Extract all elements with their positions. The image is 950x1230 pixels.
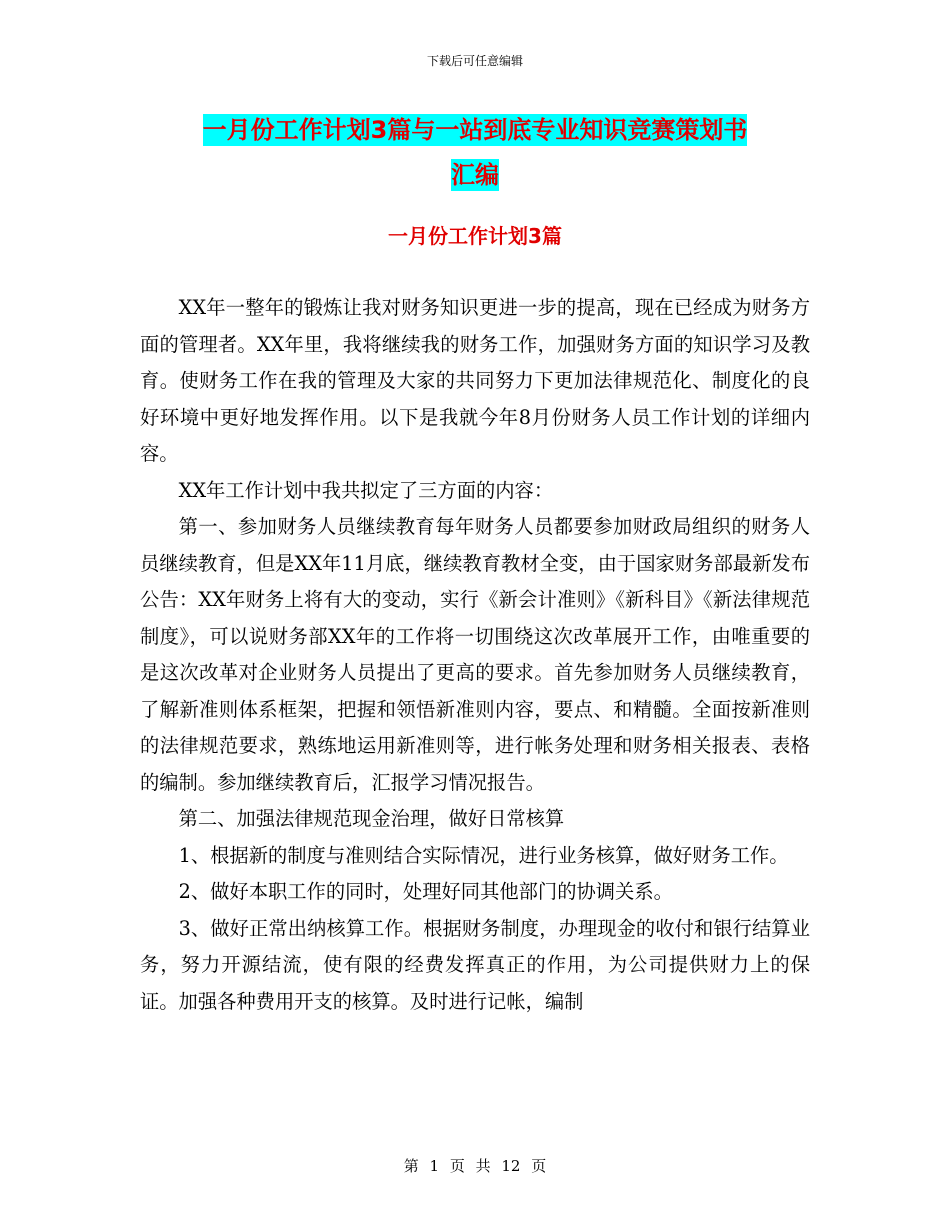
page-number: 第 1 页 共 12 页 (403, 1157, 547, 1175)
paragraph: XX年一整年的锻炼让我对财务知识更进一步的提高，现在已经成为财务方面的管理者。XX年里，我将继续我的财务工作，加强财务方面的知识学习及教育。使财务工作在我的管理及大家的共同努力下更加法律规范化、制度化的良好环境中更好地发挥作用。以下是我就今年8月份财务人员工作计划的详细内容。 (140, 296, 810, 465)
page-header-note: 下载后可任意编辑 (426, 54, 523, 68)
paragraph: 1、根据新的制度与准则结合实际情况，进行业务核算，做好财务工作。 (178, 843, 789, 867)
section-title: 一月份工作计划3篇 (388, 224, 562, 248)
paragraph: XX年工作计划中我共拟定了三方面的内容： (178, 478, 554, 502)
document-title (0, 108, 950, 198)
paragraph: 3、做好正常出纳核算工作。根据财务制度，办理现金的收付和银行结算业务，努力开源结流，使有限的经费发挥真正的作用，为公司提供财力上的保证。加强各种费用开支的核算。及时进行记帐，编制 (140, 916, 810, 1013)
paragraph: 第一、参加财务人员继续教育每年财务人员都要参加财政局组织的财务人员继续教育，但是XX年11月底，继续教育教材全变，由于国家财务部最新发布公告：XX年财务上将有大的变动，实行《新会计准则》《新科目》《新法律规范制度》，可以说财务部XX年的工作将一切围绕这次改革展开工作，由唯重要的是这次改革对企业财务人员提出了更高的要求。首先参加财务人员继续教育，了解新准则体系框架，把握和领悟新准则内容，要点、和精髓。全面按新准则的法律规范要求，熟练地运用新准则等，进行帐务处理和财务相关报表、表格的编制。参加继续教育后，汇报学习情况报告。 (140, 515, 810, 794)
document-title-line1: 一月份工作计划3篇与一站到底专业知识竞赛策划书 (202, 116, 748, 144)
body-text (140, 290, 810, 1020)
document-title-line2: 汇编 (451, 161, 499, 189)
paragraph: 2、做好本职工作的同时，处理好同其他部门的协调关系。 (178, 880, 673, 903)
paragraph: 第二、加强法律规范现金治理，做好日常核算 (178, 807, 565, 830)
